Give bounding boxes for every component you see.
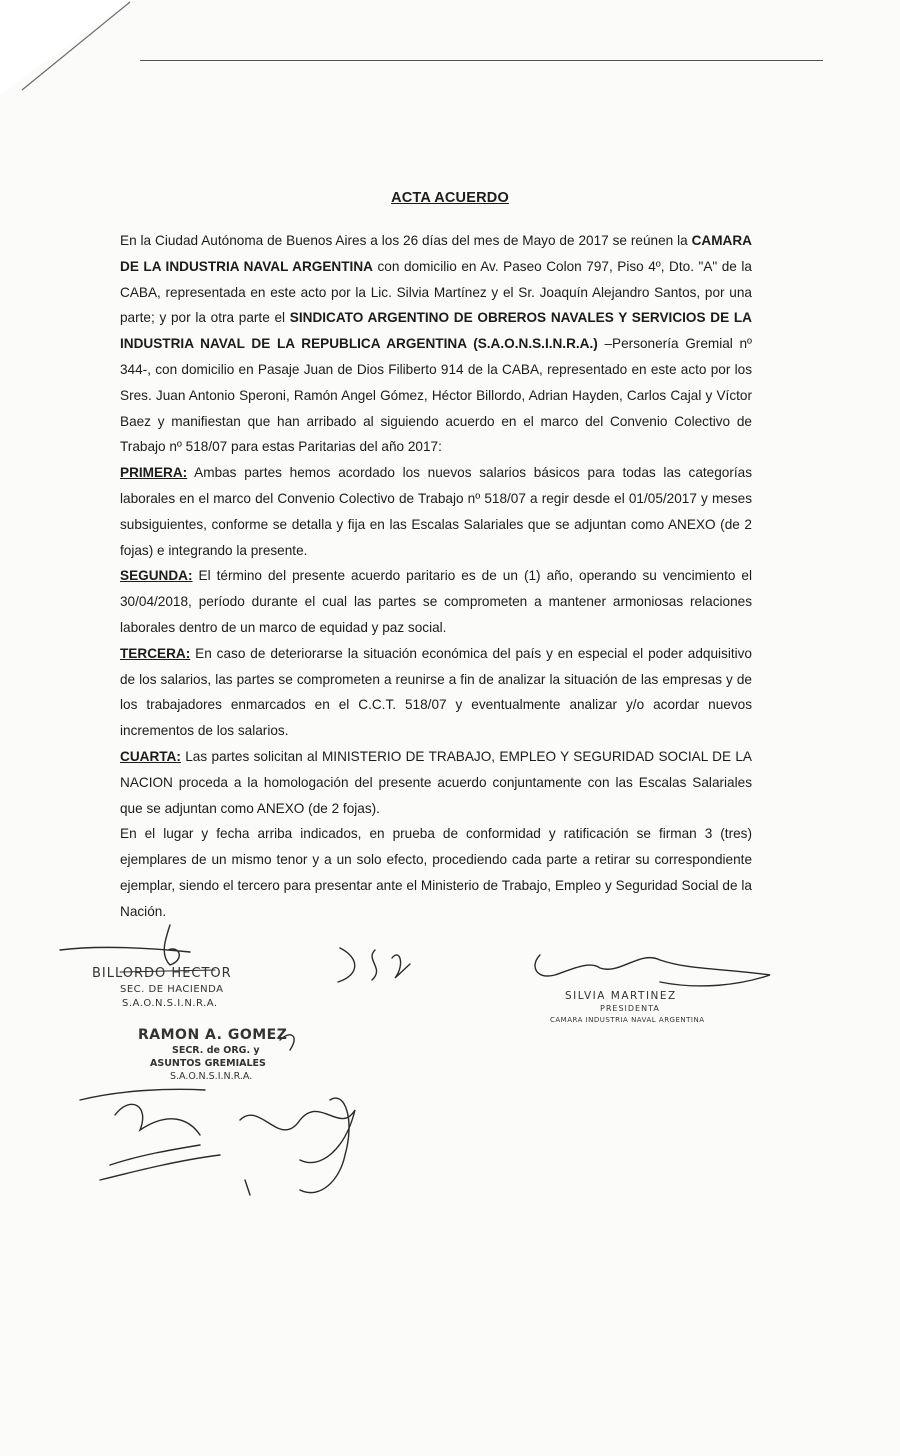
intro-union-name: SINDICATO ARGENTINO DE OBREROS NAVALES Y SERVICIOS DE LA INDUSTRIA NAVAL DE LA REPUBLICA ARGENTINA (S.A.O.N.S.I.N.R.A.) [120, 310, 752, 352]
intro-text: En la Ciudad Autónoma de Buenos Aires a los 26 días del mes de Mayo de 2017 se reúnen la [120, 233, 692, 248]
intro-paragraph [120, 228, 752, 460]
stamp-martinez-org: CAMARA INDUSTRIA NAVAL ARGENTINA [550, 1016, 705, 1024]
intro-chamber-name: CAMARA DE LA INDUSTRIA NAVAL ARGENTINA [120, 233, 752, 274]
stamp-billordo-org: S.A.O.N.S.I.N.R.A. [122, 998, 218, 1009]
clause-label: TERCERA: [120, 645, 191, 661]
clause-tercera [120, 641, 752, 744]
stamp-gomez-name: RAMON A. GOMEZ [138, 1027, 288, 1043]
clause-text: Las partes solicitan al MINISTERIO DE TRABAJO, EMPLEO Y SEGURIDAD SOCIAL DE LA NACION proceda a la homologación del presente acuerdo conjuntamente con las Escalas Salariales que se adjuntan como ANEXO (de 2 fojas). [120, 748, 752, 816]
stamp-billordo-role: SEC. DE HACIENDA [120, 984, 224, 995]
stamp-billordo-name: BILLORDO HECTOR [92, 966, 232, 981]
handwritten-signatures [0, 920, 900, 1220]
clause-segunda [120, 563, 752, 640]
clause-primera [120, 460, 752, 563]
top-rule-line [140, 60, 823, 61]
clause-text: Ambas partes hemos acordado los nuevos salarios básicos para todas las categorías laborales en el marco del Convenio Colectivo de Trabajo nº 518/07 a regir desde el 01/05/2017 y meses subsiguientes, conforme se detalla y fija en las Escalas Salariales que se adjuntan como ANEXO (de 2 fojas) e integrando la presente. [120, 465, 752, 558]
clause-text: El término del presente acuerdo paritario es de un (1) año, operando su vencimiento el 30/04/2018, período durante el cual las partes se comprometen a mantener armoniosas relaciones laborales dentro de un marco de equidad y paz social. [120, 568, 752, 635]
document-title: ACTA ACUERDO [391, 190, 509, 206]
clause-label: CUARTA: [120, 748, 181, 764]
clause-cuarta [120, 744, 752, 821]
stamp-gomez-org: S.A.O.N.S.I.N.R.A. [170, 1071, 253, 1082]
clause-label: SEGUNDA: [120, 568, 193, 584]
stamp-martinez-role: PRESIDENTA [600, 1004, 660, 1013]
clause-text: En caso de deteriorarse la situación económica del país y en especial el poder adquisitivo de los salarios, las partes se comprometen a reunirse a fin de analizar la situación de las empresas y de los trabajadores enmarcados en el C.C.T. 518/07 y eventualmente analizar y/o acordar nuevos incrementos de los salarios. [120, 645, 752, 739]
clause-label: PRIMERA: [120, 465, 188, 481]
signature-area [0, 920, 900, 1220]
closing-paragraph: En el lugar y fecha arriba indicados, en prueba de conformidad y ratificación se firman 3 (tres) ejemplares de un mismo tenor y a un solo efecto, procediendo cada parte a retirar su correspondiente ejemplar, siendo el tercero para presentar ante el Ministerio de Trabajo, Empleo y Seguridad Social de la Nación. [120, 826, 752, 919]
stamp-gomez-role1: SECR. de ORG. y [172, 1045, 260, 1056]
intro-text: con domicilio en Av. Paseo Colon 797, Piso 4º, Dto. "A" de la CABA, representada en este acto por la Lic. Silvia Martínez y el Sr. Joaquín Alejandro Santos, por una parte; y por la otra parte el [120, 258, 752, 326]
intro-text: –Personería Gremial nº 344-, con domicilio en Pasaje Juan de Dios Filiberto 914 de la CABA, representado en este acto por los Sres. Juan Antonio Speroni, Ramón Angel Gómez, Héctor Billordo, Adrian Hayden, Carlos Cajal y Víctor Baez y manifiestan que han arribado al siguiendo acuerdo en el marco del Convenio Colectivo de Trabajo nº 518/07 para estas Paritarias del año 2017: [120, 336, 752, 455]
stamp-martinez-name: SILVIA MARTINEZ [565, 990, 677, 1002]
document-body [120, 228, 752, 925]
page-fold-corner [0, 0, 140, 100]
stamp-gomez-role2: ASUNTOS GREMIALES [150, 1058, 266, 1069]
